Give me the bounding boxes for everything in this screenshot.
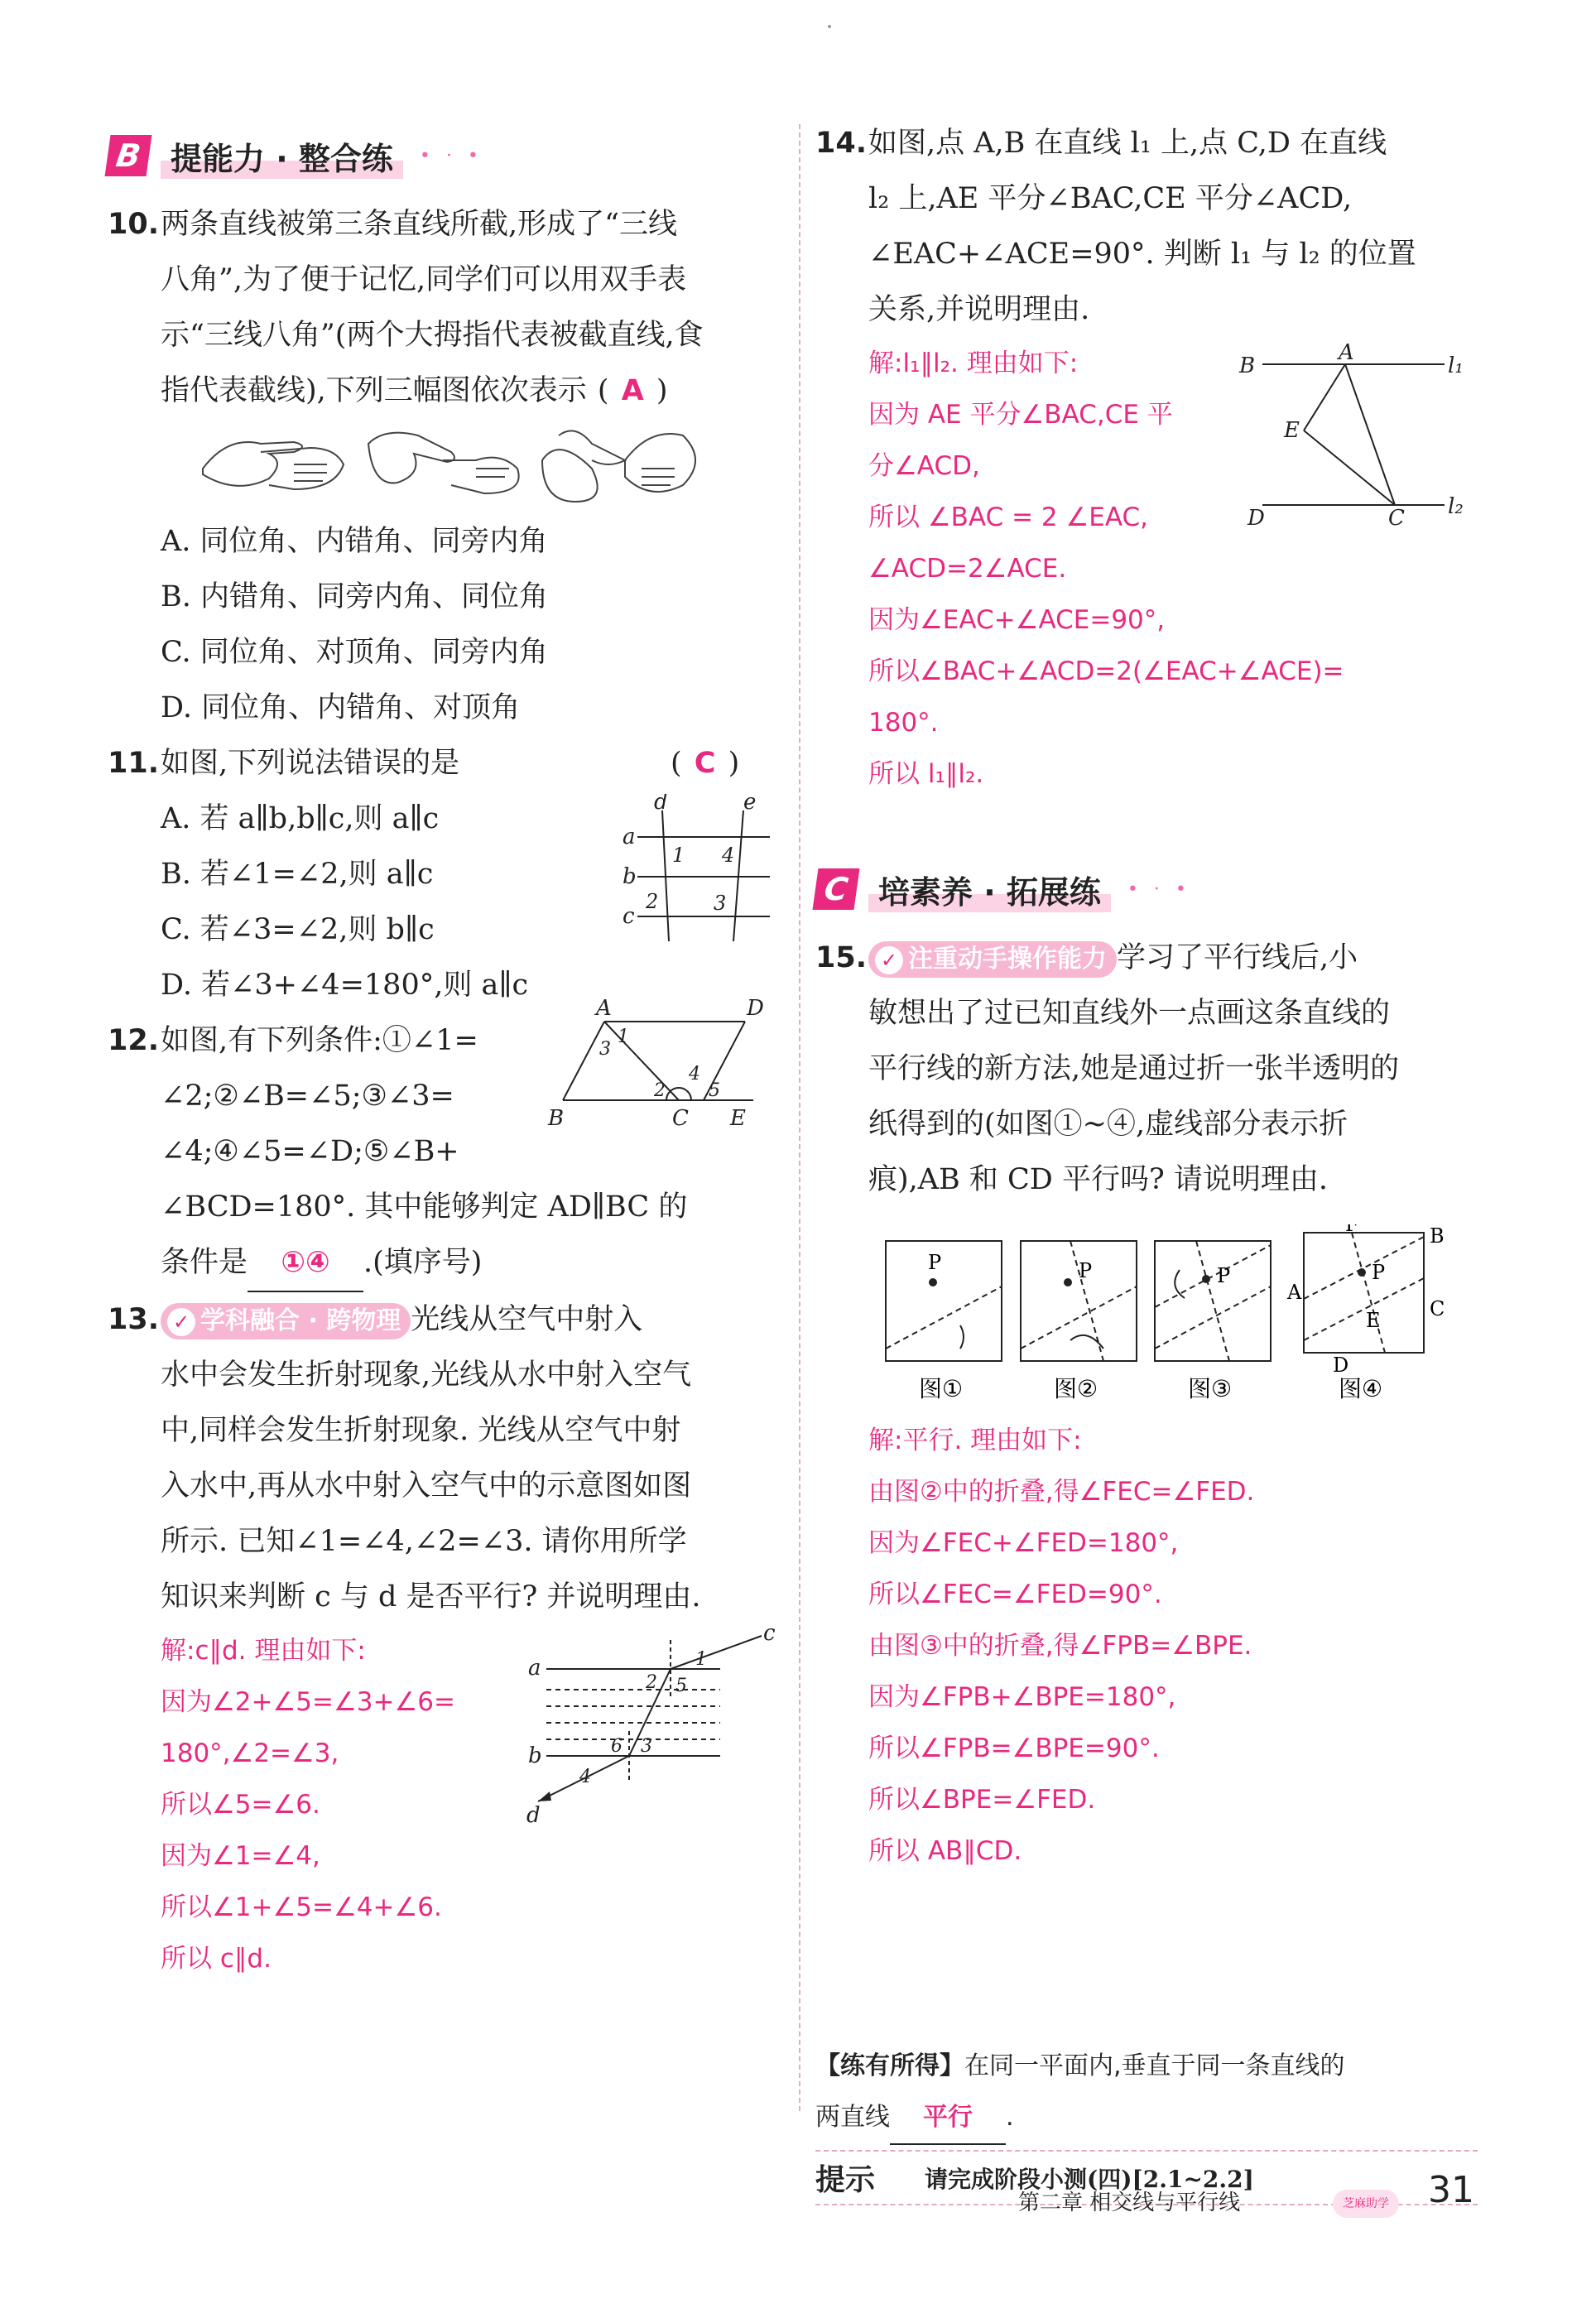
svg-text:a: a [623, 825, 636, 849]
svg-text:P: P [1079, 1259, 1093, 1282]
svg-text:图④: 图④ [1339, 1375, 1383, 1402]
check-icon: ✓ [875, 946, 903, 974]
answer-practice: 平行 [923, 2103, 973, 2132]
svg-text:e: e [743, 794, 757, 815]
left-column [108, 116, 786, 1984]
svg-text:2: 2 [646, 890, 659, 913]
svg-text:c: c [623, 904, 635, 929]
svg-text:P: P [1217, 1264, 1231, 1287]
svg-text:5: 5 [675, 1676, 687, 1696]
folding-figures [815, 1224, 1478, 1415]
svg-text:图①: 图① [919, 1375, 964, 1402]
svg-text:2: 2 [646, 1672, 657, 1693]
page-number: 31 [1428, 2169, 1474, 2211]
svg-text:B: B [1239, 353, 1256, 378]
question-15: 15. ✓ 注重动手操作能力 学习了平行线后,小 敏想出了过已知直线外一点画这条直线的 平行线的新方法,她是通过折一张半透明的 纸得到的(如图①~④,虚线部分表示折 痕),AB 和 CD 平行吗? 请说明理由. P P P P F B A C E D 图① 图② 图③ 图④ 解:平行. 理由如下: 由图②中的折叠,得∠FEC=∠FED. 因为∠FEC+∠FED=180°, 所以∠FEC=∠FED=90°. 由图③中的折叠,得∠FPB=∠BPE. 因为∠FPB+∠BPE=180°, 所以∠FPB=∠BPE=90°. 所以∠BPE=∠FED. 所以 AB∥CD. [815, 931, 1478, 1877]
q14-figure [1238, 339, 1478, 533]
svg-text:P: P [928, 1251, 942, 1274]
svg-text:D: D [1333, 1354, 1349, 1377]
svg-text:C: C [1388, 506, 1405, 530]
section-c-badge: C [812, 868, 859, 910]
svg-text:l₁: l₁ [1448, 353, 1464, 378]
svg-text:1: 1 [672, 844, 685, 867]
svg-text:C: C [1430, 1297, 1445, 1320]
svg-text:1: 1 [618, 1027, 629, 1047]
q11-figure [621, 794, 778, 955]
svg-text:b: b [623, 864, 637, 889]
question-number: 10. [108, 208, 160, 241]
publisher-logo: 芝麻助学 [1333, 2190, 1399, 2218]
svg-text:A: A [596, 997, 612, 1021]
svg-text:a: a [528, 1656, 541, 1681]
hands-illustration [195, 419, 724, 510]
section-b-header: B 提能力 · 整合练 • · • [108, 123, 786, 189]
svg-text:c: c [763, 1623, 776, 1646]
svg-text:l₂: l₂ [1448, 494, 1464, 519]
answer-q12: ①④ [281, 1246, 330, 1279]
label-d: d [654, 794, 668, 815]
svg-text:4: 4 [579, 1767, 591, 1787]
question-10: 10.两条直线被第三条直线所截,形成了“三线 八角”,为了便于记忆,同学们可以用双手表 示“三线八角”(两个大拇指代表被截直线,食 指代表截线),下列三幅图依次表示 ( A ) A. 同位角、内错角、同旁内角 B. 内错角、同旁内角、同位角 C. 同位角、对顶角、同旁内角 D. 同位角、内错角、对顶角 [108, 197, 786, 736]
svg-text:5: 5 [709, 1080, 720, 1101]
svg-text:P: P [1372, 1261, 1386, 1284]
footer-chapter: 第二章 相交线与平行线 [1018, 2191, 1241, 2215]
tip-label: 提示 [815, 2163, 876, 2197]
svg-text:4: 4 [722, 844, 735, 867]
svg-text:E: E [1284, 418, 1300, 443]
answer-q11: C [694, 747, 718, 780]
svg-text:3: 3 [599, 1039, 611, 1060]
q12-figure [546, 997, 770, 1141]
q13-figure [522, 1623, 778, 1842]
section-c-header: C 培素养 · 拓展练 • · • [815, 856, 1478, 922]
section-b-title: 提能力 · 整合练 [161, 133, 403, 179]
svg-text:B: B [548, 1106, 565, 1131]
svg-text:F: F [1345, 1224, 1359, 1236]
question-11: 11.如图,下列说法错误的是 ( C ) A. 若 a∥b,b∥c,则 a∥c B. 若∠1=∠2,则 a∥c C. 若∠3=∠2,则 b∥c D. 若∠3+∠4=180°,则 a∥c d e a b c 1 4 2 3 [108, 736, 786, 1013]
practice-label: 【练有所得】 [815, 2051, 964, 2080]
svg-text:B: B [1430, 1224, 1445, 1248]
svg-text:3: 3 [641, 1736, 652, 1757]
svg-text:D: D [1247, 506, 1265, 530]
right-column [815, 116, 1478, 1877]
section-c-title: 培素养 · 拓展练 [868, 867, 1111, 912]
svg-text:b: b [528, 1743, 542, 1768]
column-divider [799, 124, 800, 2111]
svg-text:图③: 图③ [1188, 1375, 1233, 1402]
check-icon: ✓ [167, 1308, 195, 1336]
svg-text:A: A [1339, 340, 1354, 365]
svg-text:C: C [672, 1106, 689, 1131]
svg-text:6: 6 [611, 1736, 623, 1757]
question-12: 12.如图,有下列条件:①∠1= ∠2;②∠B=∠5;③∠3= ∠4;④∠5=∠D;⑤∠B+ ∠BCD=180°. 其中能够判定 AD∥BC 的 条件是 ①④ .(填序号) A D B C E 1 3 2 4 5 [108, 1013, 786, 1292]
svg-text:A: A [1287, 1281, 1302, 1304]
section-b-badge: B [104, 135, 151, 176]
svg-text:d: d [526, 1803, 541, 1828]
svg-text:2: 2 [654, 1080, 666, 1101]
tip-text: 请完成阶段小测(四)[2.1~2.2] [925, 2165, 1254, 2193]
question-13: 13. ✓ 学科融合 · 跨物理 光线从空气中射入 水中会发生折射现象,光线从水中射入空气 中,同样会发生折射现象. 光线从空气中射 入水中,再从水中射入空气中的示意图如图 所示. 已知∠1=∠4,∠2=∠3. 请你用所学 知识来判断 c 与 d 是否平行? 并说明理由. 解:c∥d. 理由如下: 因为∠2+∠5=∠3+∠6= 180°,∠2=∠3, 所以∠5=∠6. 因为∠1=∠4, 所以∠1+∠5=∠4+∠6. 所以 c∥d. a b c d 1 2 5 6 3 4 [108, 1292, 786, 1984]
svg-text:3: 3 [714, 892, 727, 915]
svg-text:1: 1 [695, 1649, 707, 1670]
svg-text:E: E [1366, 1309, 1381, 1332]
answer-q10: A [621, 374, 646, 407]
svg-text:图②: 图② [1054, 1375, 1098, 1402]
svg-text:D: D [747, 997, 764, 1021]
tag-q15: ✓ 注重动手操作能力 [868, 941, 1117, 978]
bottom-notes: 【练有所得】在同一平面内,垂直于同一条直线的 两直线 平行 . 提示 请完成阶段小测(四)[2.1~2.2] [815, 2041, 1478, 2205]
tag-q13: ✓ 学科融合 · 跨物理 [161, 1303, 411, 1339]
question-14: 14.如图,点 A,B 在直线 l₁ 上,点 C,D 在直线 l₂ 上,AE 平分∠BAC,CE 平分∠ACD, ∠EAC+∠ACE=90°. 判断 l₁ 与 l₂ 的位置 关系,并说明理由. 解:l₁∥l₂. 理由如下: 因为 AE 平分∠BAC,CE 平 分∠ACD, 所以 ∠BAC = 2 ∠EAC, ∠ACD=2∠ACE. 因为∠EAC+∠ACE=90°, 所以∠BAC+∠ACD=2(∠EAC+∠ACE)= 180°. 所以 l₁∥l₂. B A l₁ E D C l₂ [815, 116, 1478, 800]
svg-text:E: E [730, 1106, 746, 1131]
hands-figure [108, 419, 786, 514]
svg-text:4: 4 [689, 1064, 700, 1084]
